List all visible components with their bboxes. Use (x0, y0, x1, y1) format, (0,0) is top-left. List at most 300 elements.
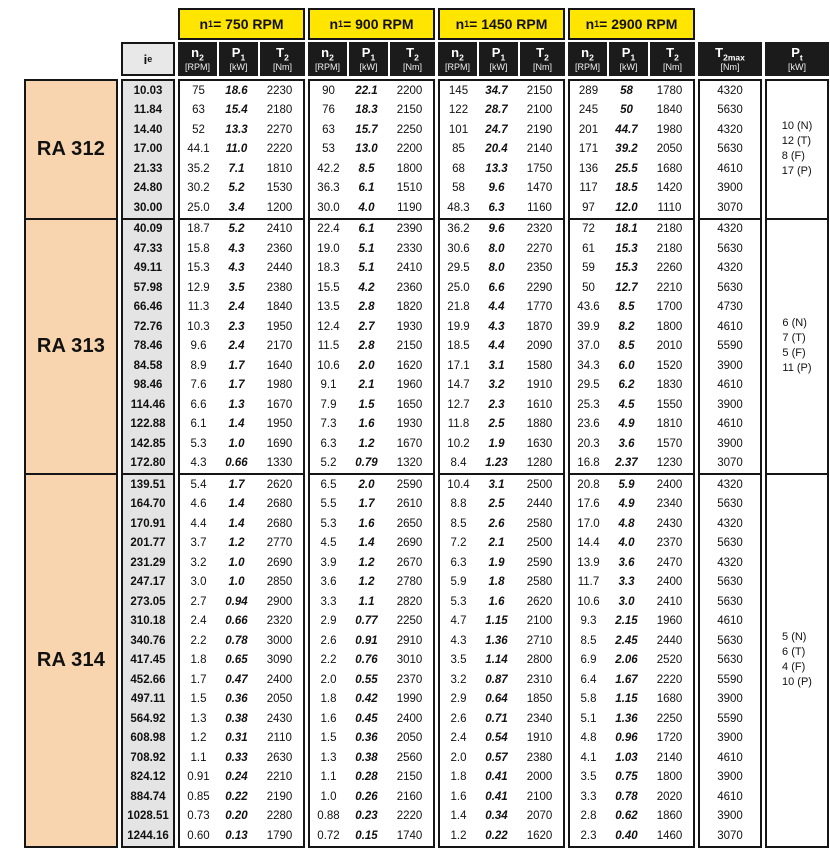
n2-value: 3.6 (320, 576, 337, 589)
p1-value: 1.7 (228, 478, 245, 491)
table-row (440, 748, 563, 768)
n2-value: 30.6 (447, 242, 470, 255)
p1-value: 0.79 (355, 457, 378, 470)
p1-value: 18.3 (355, 104, 378, 117)
t2-value: 2910 (396, 634, 423, 647)
t2-value: 2400 (266, 673, 293, 686)
p1-value: 1.36 (485, 634, 508, 647)
table-row (570, 317, 693, 337)
t2-value: 1110 (657, 201, 682, 214)
table-row (180, 415, 303, 435)
ie-value: 57.98 (133, 281, 163, 294)
p1-value: 0.20 (225, 810, 248, 823)
table-row (570, 356, 693, 376)
ie-value: 17.00 (133, 143, 163, 156)
t2-value: 2440 (266, 262, 293, 275)
p1-value: 18.1 (615, 223, 638, 236)
n2-value: 10.4 (447, 478, 470, 491)
p1-value: 4.3 (228, 262, 245, 275)
speed-group-section (438, 218, 565, 476)
p1-value: 8.0 (488, 242, 505, 255)
t2-value: 2250 (656, 712, 683, 725)
p1-value: 0.38 (355, 751, 378, 764)
table-row (310, 337, 433, 357)
table-row (180, 356, 303, 376)
t2-value: 2360 (396, 281, 423, 294)
n2-value: 25.3 (577, 398, 600, 411)
n2-value: 9.3 (580, 615, 597, 628)
n2-value: 1.6 (320, 712, 337, 725)
table-row (440, 259, 563, 279)
p1-value: 0.36 (225, 693, 248, 706)
ie-value: 164.70 (130, 498, 166, 511)
t2-value: 2410 (266, 223, 293, 236)
t2-value: 2090 (526, 340, 553, 353)
ie-value: 497.11 (130, 693, 166, 706)
t2-value: 1650 (396, 398, 423, 411)
n2-value: 63 (322, 123, 335, 136)
table-row (310, 573, 433, 593)
p1-column-header: $P_1$ [kW] (479, 42, 518, 76)
t2-value: 2590 (526, 556, 553, 569)
p1-value: 1.7 (228, 359, 245, 372)
n2-value: 1.6 (450, 790, 467, 803)
table-row (440, 179, 563, 199)
n2-value: 10.6 (577, 595, 600, 608)
p1-value: 8.5 (618, 340, 635, 353)
t2max-column-header: $T_{2max}$ [Nm] (698, 42, 762, 76)
ie-value: 608.98 (130, 732, 166, 745)
t2-value: 1740 (396, 829, 423, 842)
n2-value: 34.3 (577, 359, 600, 372)
n2-value: 5.3 (320, 517, 337, 530)
t2max-value: 4610 (717, 615, 743, 628)
t2-value: 2150 (396, 104, 423, 117)
t2-value: 2400 (656, 576, 683, 589)
t2-value: 1860 (656, 810, 683, 823)
n2-value: 6.4 (580, 673, 597, 686)
p1-value: 1.9 (488, 556, 505, 569)
p1-value: 1.6 (488, 595, 505, 608)
t2-value: 1720 (656, 732, 683, 745)
ie-value: 40.09 (133, 223, 163, 236)
table-row (180, 534, 303, 554)
p1-value: 0.91 (355, 634, 378, 647)
n2-value: 16.8 (577, 457, 600, 470)
ie-value: 231.29 (130, 556, 166, 569)
n2-value: 7.2 (450, 537, 467, 550)
table-row (180, 259, 303, 279)
ie-value: 452.66 (130, 673, 166, 686)
t2-value: 2160 (396, 790, 423, 803)
table-row (180, 454, 303, 474)
p1-value: 0.96 (615, 732, 638, 745)
t2max-column-spacer (698, 8, 762, 42)
p1-value: 0.71 (485, 712, 508, 725)
p1-value: 1.15 (615, 693, 638, 706)
t2max-value: 5630 (717, 104, 743, 117)
table-row (570, 670, 693, 690)
p1-value: 18.5 (615, 182, 638, 195)
n2-value: 5.4 (190, 478, 207, 491)
table-row (570, 179, 693, 199)
p1-value: 13.0 (355, 143, 378, 156)
table-row (310, 651, 433, 671)
t2-value: 2100 (526, 104, 553, 117)
n2-value: 1.8 (320, 693, 337, 706)
n2-value: 1.8 (190, 654, 207, 667)
table-row (310, 534, 433, 554)
p1-value: 1.5 (358, 398, 375, 411)
t2-value: 2180 (266, 104, 293, 117)
p1-value: 2.0 (358, 478, 375, 491)
p1-value: 15.7 (355, 123, 378, 136)
t2-value: 1770 (526, 301, 553, 314)
table-row (310, 120, 433, 140)
t2max-value: 4320 (717, 223, 743, 236)
p1-value: 15.3 (615, 242, 638, 255)
table-row (310, 415, 433, 435)
table-row (310, 239, 433, 259)
n2-value: 8.4 (450, 457, 467, 470)
t2-value: 2590 (396, 478, 423, 491)
table-row (570, 239, 693, 259)
n2-value: 9.1 (320, 379, 337, 392)
t2max-value: 4320 (717, 556, 743, 569)
p1-value: 6.2 (618, 379, 635, 392)
n2-value: 17.1 (447, 359, 470, 372)
n2-value: 18.7 (187, 223, 210, 236)
p1-value: 0.94 (225, 595, 248, 608)
n2-value: 2.6 (450, 712, 467, 725)
p1-value: 3.1 (488, 478, 505, 491)
n2-value: 7.3 (320, 418, 337, 431)
ie-value: 139.51 (130, 478, 166, 491)
t2-value: 2620 (526, 595, 553, 608)
t2-value: 1470 (526, 182, 553, 195)
n2-value: 25.0 (447, 281, 470, 294)
table-row (310, 298, 433, 318)
n2-value: 101 (448, 123, 469, 136)
n2-value: 4.3 (190, 457, 207, 470)
table-row (570, 140, 693, 160)
table-row (440, 768, 563, 788)
p1-value: 0.62 (615, 810, 638, 823)
t2-value: 2050 (396, 732, 423, 745)
n2-value: 8.5 (450, 517, 467, 530)
n2-value: 1.5 (320, 732, 337, 745)
n2-value: 3.7 (190, 537, 207, 550)
p1-value: 1.14 (485, 654, 508, 667)
p1-value: 12.0 (615, 201, 638, 214)
speed-group-section (178, 79, 305, 220)
n2-value: 30.2 (187, 182, 210, 195)
speed-group-2900 (568, 8, 695, 848)
n2-value: 10.3 (187, 320, 210, 333)
t2-value: 2310 (526, 673, 553, 686)
n2-value: 3.2 (190, 556, 207, 569)
model-label: RA 312 (36, 137, 106, 160)
p1-value: 3.5 (228, 281, 245, 294)
n2-value: 4.6 (190, 498, 207, 511)
table-row (570, 395, 693, 415)
t2-value: 1670 (396, 437, 423, 450)
p1-column-header: $P_1$ [kW] (349, 42, 388, 76)
table-row (570, 729, 693, 749)
speed-group-section (568, 473, 695, 848)
table-row (440, 317, 563, 337)
t2-value: 1160 (527, 201, 552, 214)
t2-value: 1580 (526, 359, 553, 372)
t2-value: 1950 (266, 320, 293, 333)
p1-value: 5.1 (358, 242, 375, 255)
speed-group-750-subheader (178, 42, 305, 76)
t2-value: 2260 (656, 262, 683, 275)
p1-value: 1.4 (228, 418, 245, 431)
n2-value: 0.85 (187, 790, 210, 803)
pt-column (765, 8, 829, 848)
t2max-value: 4320 (717, 123, 743, 136)
p1-value: 1.9 (488, 437, 505, 450)
p1-value: 0.64 (485, 693, 508, 706)
t2-value: 1520 (656, 359, 683, 372)
n2-value: 15.5 (317, 281, 340, 294)
table-row (310, 631, 433, 651)
t2-value: 2440 (526, 498, 553, 511)
t2-value: 1530 (266, 182, 293, 195)
t2-value: 1190 (397, 201, 422, 214)
t2-value: 2150 (526, 84, 553, 97)
p1-value: 6.1 (358, 223, 375, 236)
p1-value: 0.55 (355, 673, 378, 686)
n2-value: 59 (582, 262, 595, 275)
table-row (180, 553, 303, 573)
p1-value: 0.38 (225, 712, 248, 725)
table-row (570, 278, 693, 298)
n2-value: 2.4 (450, 732, 467, 745)
ie-value: 24.80 (133, 182, 163, 195)
t2-value: 1330 (266, 457, 293, 470)
n2-value: 245 (578, 104, 599, 117)
n2-value: 61 (582, 242, 595, 255)
table-row (570, 159, 693, 179)
n2-value: 4.8 (580, 732, 597, 745)
n2-value: 2.7 (190, 595, 207, 608)
n2-value: 1.3 (320, 751, 337, 764)
table-row (310, 434, 433, 454)
speed-group-section (308, 79, 435, 220)
t2-value: 2410 (396, 262, 423, 275)
p1-value: 4.3 (228, 242, 245, 255)
pt-line: 8 (F) (781, 150, 805, 163)
n2-value: 1.4 (450, 810, 467, 823)
t2max-value: 3070 (717, 457, 743, 470)
p1-value: 0.87 (485, 673, 508, 686)
n2-value: 29.5 (447, 262, 470, 275)
speed-group-section (308, 473, 435, 848)
t2-value: 1950 (266, 418, 293, 431)
p1-value: 0.41 (485, 771, 508, 784)
p1-value: 44.7 (615, 123, 638, 136)
n2-value: 289 (578, 84, 599, 97)
pt-line: 10 (P) (782, 676, 812, 689)
pt-line: 5 (N) (782, 631, 807, 644)
p1-value: 4.9 (618, 498, 635, 511)
t2max-value: 5630 (717, 242, 743, 255)
t2-value: 1840 (656, 104, 683, 117)
n2-value: 2.2 (320, 654, 337, 667)
n2-value: 50 (582, 281, 595, 294)
t2-value: 1640 (266, 359, 293, 372)
model-section (24, 218, 118, 476)
t2max-section (698, 473, 762, 848)
table-row (570, 573, 693, 593)
p1-value: 4.5 (618, 398, 635, 411)
table-row (440, 415, 563, 435)
t2-value: 1200 (266, 201, 293, 214)
t2-value: 2850 (266, 576, 293, 589)
t2-value: 1810 (656, 418, 683, 431)
table-row (180, 120, 303, 140)
t2-value: 2440 (656, 634, 683, 647)
ie-value: 49.11 (133, 262, 163, 275)
p1-value: 15.4 (225, 104, 248, 117)
p1-value: 6.6 (488, 281, 505, 294)
ie-column-spacer (121, 8, 175, 42)
table-row (440, 612, 563, 632)
model-column-spacer (24, 8, 118, 76)
t2-value: 1910 (526, 732, 553, 745)
speed-group-1450-subheader (438, 42, 565, 76)
table-row (180, 179, 303, 199)
table-row (310, 768, 433, 788)
n2-value: 11.8 (447, 418, 470, 431)
t2-value: 2020 (656, 790, 683, 803)
table-row (310, 787, 433, 807)
t2max-value: 5630 (717, 537, 743, 550)
table-row (310, 709, 433, 729)
p1-value: 4.3 (488, 320, 505, 333)
table-row (180, 434, 303, 454)
t2max-value: 5630 (717, 595, 743, 608)
table-row (570, 475, 693, 495)
n2-value: 39.9 (577, 320, 600, 333)
table-row (440, 807, 563, 827)
p1-value: 3.0 (618, 595, 635, 608)
table-row (570, 553, 693, 573)
ie-value: 170.91 (130, 517, 166, 530)
p1-value: 2.7 (358, 320, 375, 333)
n2-value: 30.0 (317, 201, 340, 214)
table-row (180, 376, 303, 396)
p1-value: 1.03 (615, 751, 638, 764)
p1-value: 4.9 (618, 418, 635, 431)
n2-value: 1.1 (320, 771, 337, 784)
ie-value: 142.85 (130, 437, 166, 450)
t2-value: 2400 (656, 478, 683, 491)
speed-group-section (178, 218, 305, 476)
t2-value: 2430 (266, 712, 293, 725)
n2-column-header: $n_2$ [RPM] (438, 42, 477, 76)
table-row (180, 748, 303, 768)
n2-value: 4.4 (190, 517, 207, 530)
t2max-value: 4610 (717, 379, 743, 392)
t2max-value: 3070 (717, 829, 743, 842)
t2-value: 1460 (656, 829, 683, 842)
p1-value: 2.15 (615, 615, 638, 628)
n2-value: 6.3 (450, 556, 467, 569)
t2max-section (698, 79, 762, 220)
p1-value: 0.23 (355, 810, 378, 823)
t2-value: 2770 (266, 537, 293, 550)
t2-value: 2500 (526, 537, 553, 550)
p1-value: 1.2 (358, 576, 375, 589)
p1-value: 1.7 (358, 498, 375, 511)
n2-value: 72 (582, 223, 595, 236)
table-row (570, 101, 693, 121)
table-row (310, 81, 433, 101)
table-row (180, 81, 303, 101)
ie-value: 1028.51 (127, 810, 169, 823)
t2-value: 2270 (266, 123, 293, 136)
model-label: RA 313 (36, 334, 106, 357)
n2-value: 68 (452, 162, 465, 175)
n2-value: 3.5 (450, 654, 467, 667)
ie-value: 310.18 (130, 615, 166, 628)
pt-values (782, 119, 813, 179)
p1-value: 22.1 (355, 84, 378, 97)
n2-value: 3.3 (580, 790, 597, 803)
table-row (310, 826, 433, 846)
table-row (440, 298, 563, 318)
table-row (180, 140, 303, 160)
ie-value: 78.46 (133, 340, 163, 353)
t2-column-header: $T_2$ [Nm] (520, 42, 565, 76)
t2-value: 2580 (526, 576, 553, 589)
table-row (180, 101, 303, 121)
t2-value: 1320 (396, 457, 423, 470)
pt-line: 17 (P) (781, 165, 812, 178)
p1-value: 1.4 (228, 517, 245, 530)
speed-group-1450-title: n 1 = 1450 RPM (438, 8, 565, 40)
p1-value: 2.0 (358, 359, 375, 372)
table-row (180, 278, 303, 298)
t2max-value: 5630 (717, 654, 743, 667)
t2-value: 2800 (526, 654, 553, 667)
t2max-value: 3900 (717, 182, 743, 195)
n2-value: 3.3 (320, 595, 337, 608)
p1-value: 1.6 (358, 418, 375, 431)
t2-value: 2100 (526, 790, 553, 803)
t2-value: 2500 (526, 478, 553, 491)
p1-value: 39.2 (615, 143, 638, 156)
n2-value: 23.6 (577, 418, 600, 431)
p1-value: 1.2 (228, 537, 245, 550)
p1-value: 0.65 (225, 654, 248, 667)
table-row (310, 748, 433, 768)
t2-value: 2280 (266, 810, 293, 823)
speed-group-900-subheader (308, 42, 435, 76)
t2-value: 2370 (656, 537, 683, 550)
n2-value: 1.3 (190, 712, 207, 725)
p1-value: 6.0 (618, 359, 635, 372)
table-row (440, 670, 563, 690)
p1-value: 0.15 (355, 829, 378, 842)
n2-value: 15.8 (187, 242, 210, 255)
p1-value: 24.7 (485, 123, 508, 136)
p1-value: 0.47 (225, 673, 248, 686)
t2max-value: 4610 (717, 320, 743, 333)
